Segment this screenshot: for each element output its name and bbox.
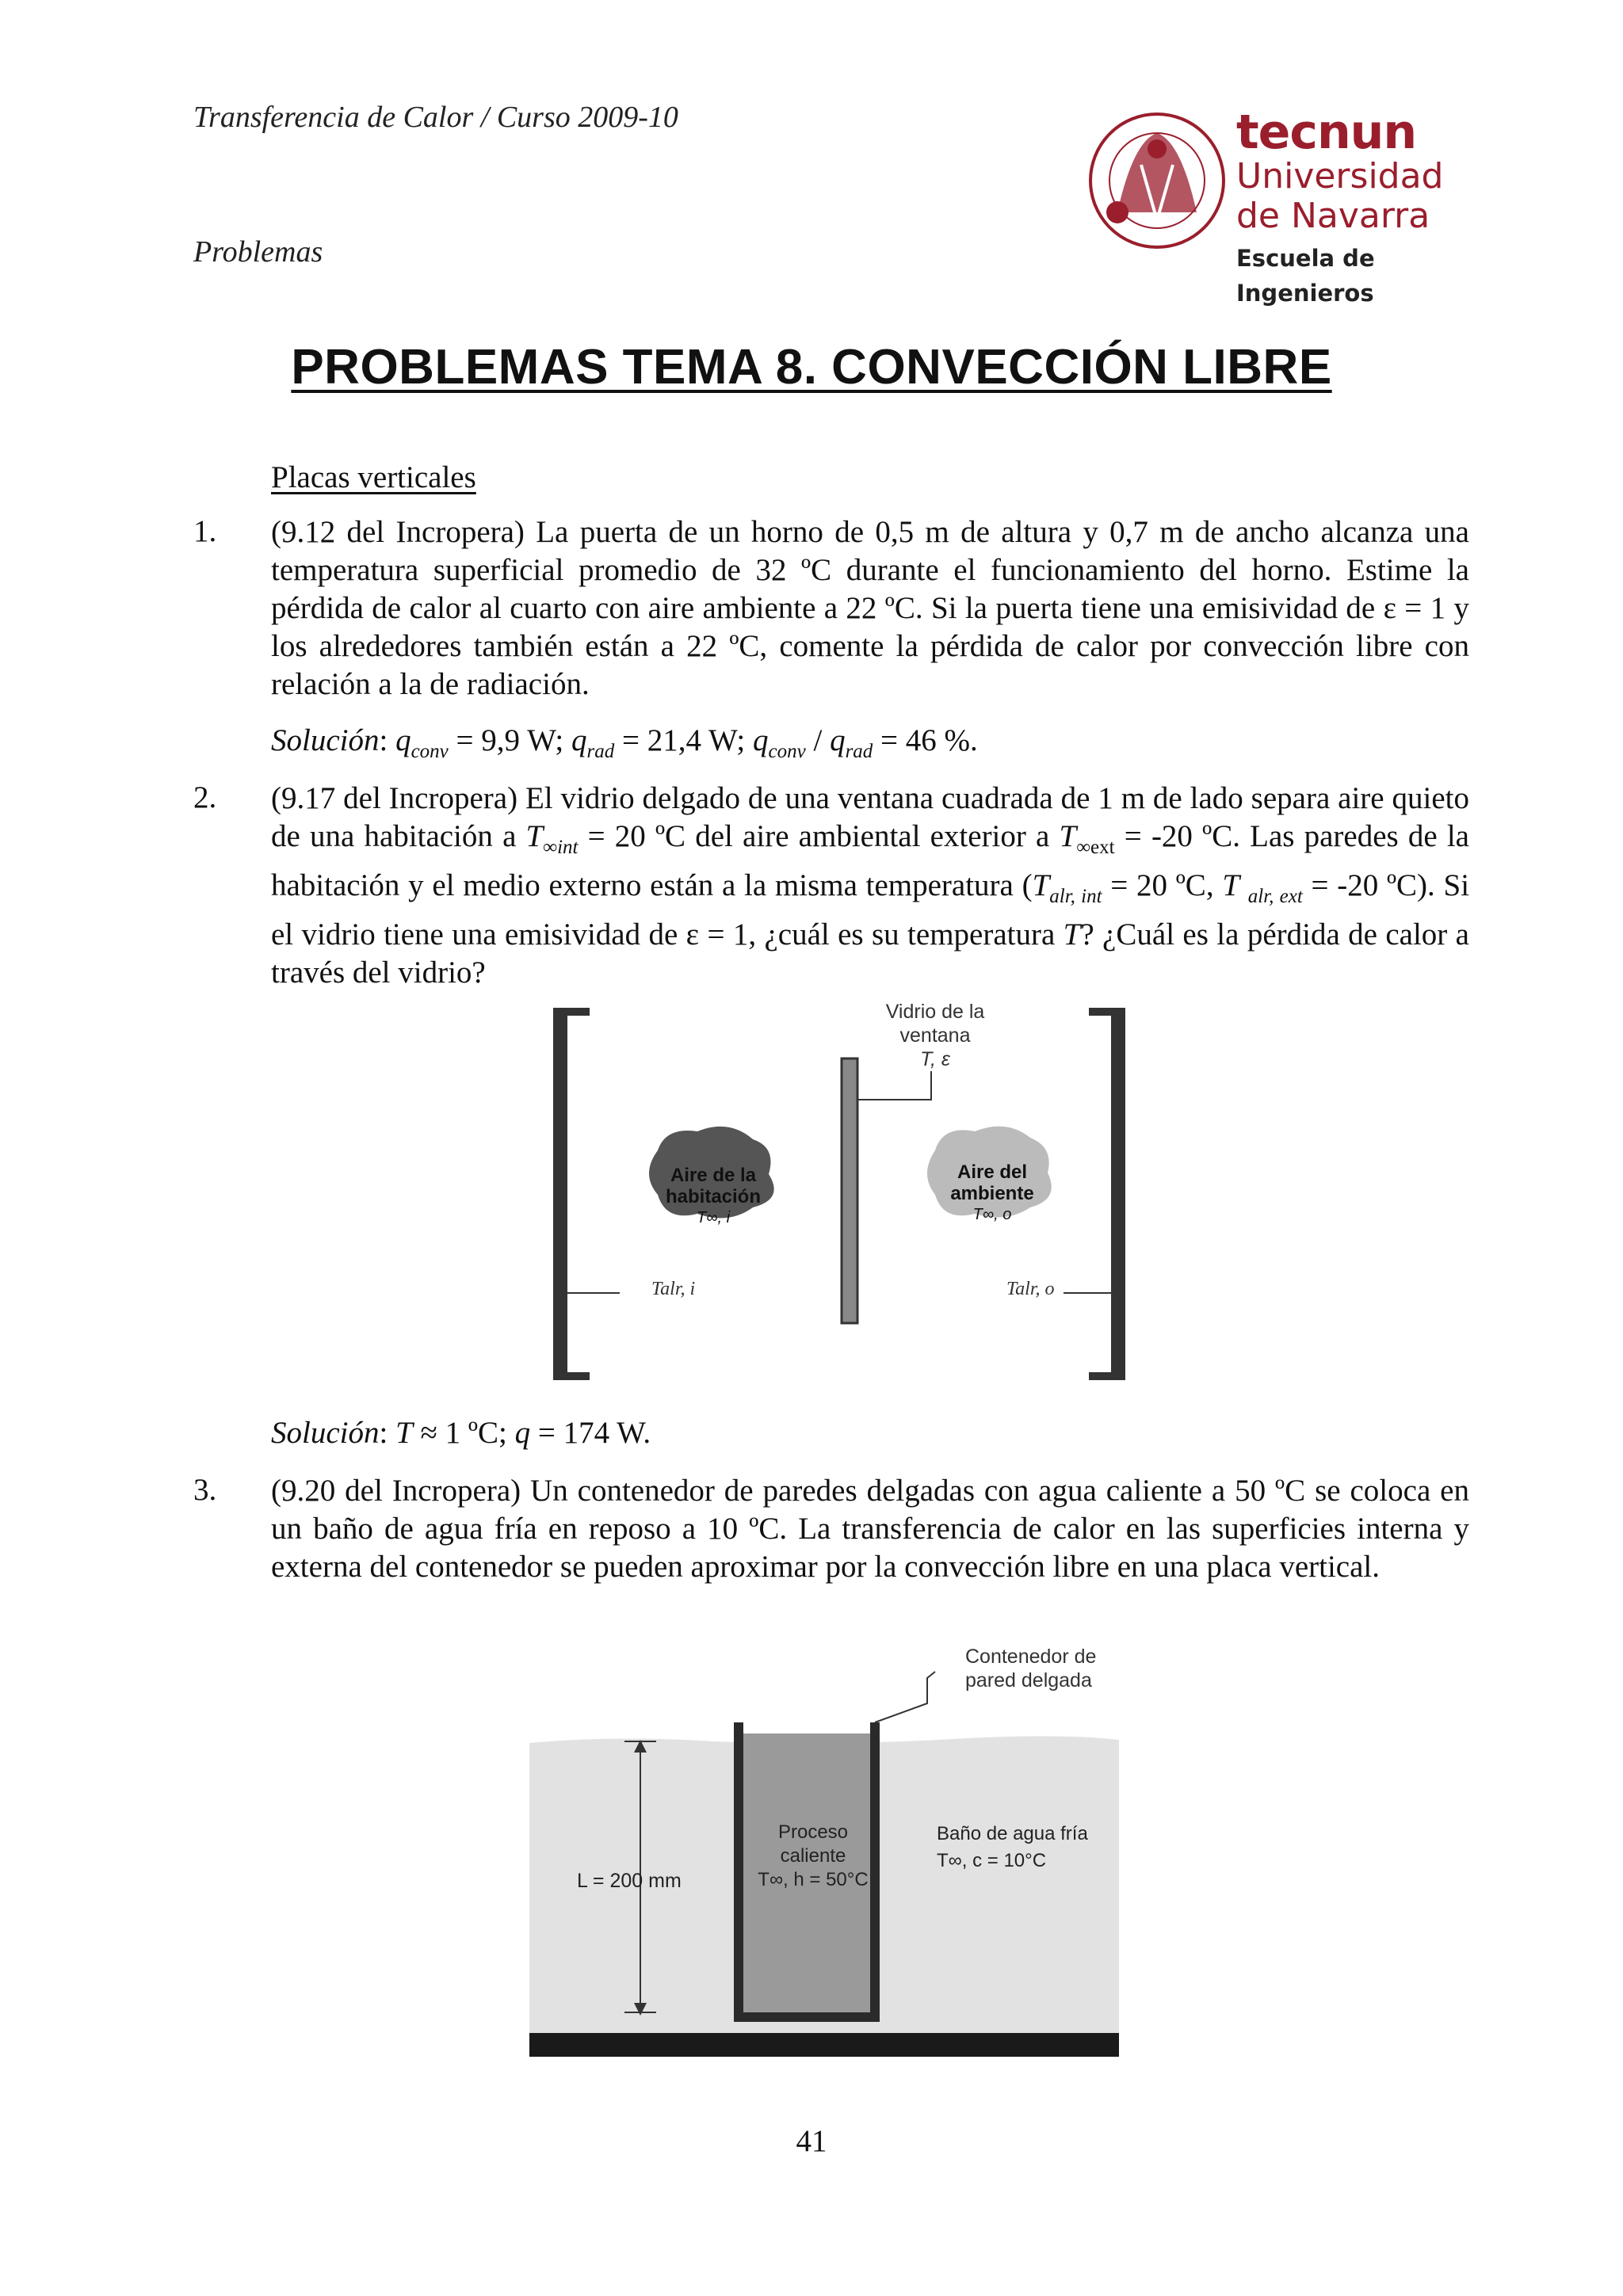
length-label: L = 200 mm bbox=[577, 1870, 682, 1892]
problem-2-text: (9.17 del Incropera) El vidrio delgado de una ventana cuadrada de 1 m de lado separa aire quieto de una habitación a $T_{\infty int} = 20$ ºC del aire ambiental exterior a $T_{\infty ext} = -20$ ºC. Las paredes de la habitación y el medio externo están a la misma temperatura ($T_{alr, int} = 20$ ºC, T $_{alr, ext}$ = -20 ºC). Si el vidrio tiene una emisividad de ε = 1, ¿cuál es su temperatura T? ¿Cuál es la pérdida de calor a través del vidrio? bbox=[271, 781, 1470, 990]
university-seal-icon bbox=[1086, 93, 1228, 268]
room-air-label: Aire de la habitación T∞, i bbox=[665, 1165, 761, 1226]
container-label: Contenedor de pared delgada bbox=[965, 1646, 1097, 1691]
t-alr-i-label: Talr, i bbox=[651, 1279, 696, 1299]
section-header: Problemas bbox=[193, 235, 323, 269]
page-number: 41 bbox=[796, 2124, 827, 2158]
window-glass-figure bbox=[547, 992, 1149, 1388]
problem-2-number: 2. bbox=[193, 780, 217, 814]
hot-process-label: Proceso caliente T∞, h = 50°C bbox=[758, 1821, 869, 1890]
logo-university-line2: de Navarra bbox=[1236, 196, 1430, 236]
logo-brand: tecnun bbox=[1236, 105, 1417, 160]
logo-university-line1: Universidad bbox=[1236, 156, 1444, 196]
problem-1-number: 1. bbox=[193, 514, 217, 548]
cold-bath-label: Baño de agua fría T∞, c = 10°C bbox=[937, 1823, 1088, 1871]
problem-3-text: (9.20 del Incropera) Un contenedor de paredes delgadas con agua caliente a 50 ºC se coloca en un baño de agua fría en reposo a 10 ºC. La transferencia de calor en las superficies interna y externa del contenedor se pueden aproximar por la convección libre en una placa vertical. bbox=[271, 1474, 1469, 1584]
glass-label: Vidrio de la ventana T, ε bbox=[885, 1001, 985, 1070]
logo-school: Escuela de Ingenieros bbox=[1236, 245, 1375, 307]
problem-2-solution: Solución: T ≈ 1 ºC; q = 174 W. bbox=[271, 1416, 651, 1450]
problem-3-number: 3. bbox=[193, 1473, 217, 1507]
ambient-air-label: Aire del ambiente T∞, o bbox=[950, 1161, 1034, 1223]
university-logo bbox=[1086, 93, 1466, 307]
page-title: PROBLEMAS TEMA 8. CONVECCIÓN LIBRE bbox=[291, 340, 1332, 395]
course-header: Transferencia de Calor / Curso 2009-10 bbox=[193, 101, 678, 134]
problem-1-text: (9.12 del Incropera) La puerta de un horno de 0,5 m de altura y 0,7 m de ancho alcanza una temperatura superficial promedio de 32 ºC durante el funcionamiento del horno. Estime la pérdida de calor al cuarto con aire ambiente a 22 ºC. Si la puerta tiene una emisividad de ε = 1 y los alrededores también están a 22 ºC, comente la pérdida de calor por convección libre con relación a la de radiación. bbox=[271, 515, 1469, 701]
problem-1-solution: Solución: $q_{conv} = 9,9$ W; $q_{rad} = 21,4$ W; $q_{conv} / q_{rad} = 46$ %. bbox=[271, 723, 978, 762]
section-heading: Placas verticales bbox=[271, 460, 476, 494]
t-alr-o-label: Talr, o bbox=[1006, 1279, 1055, 1299]
